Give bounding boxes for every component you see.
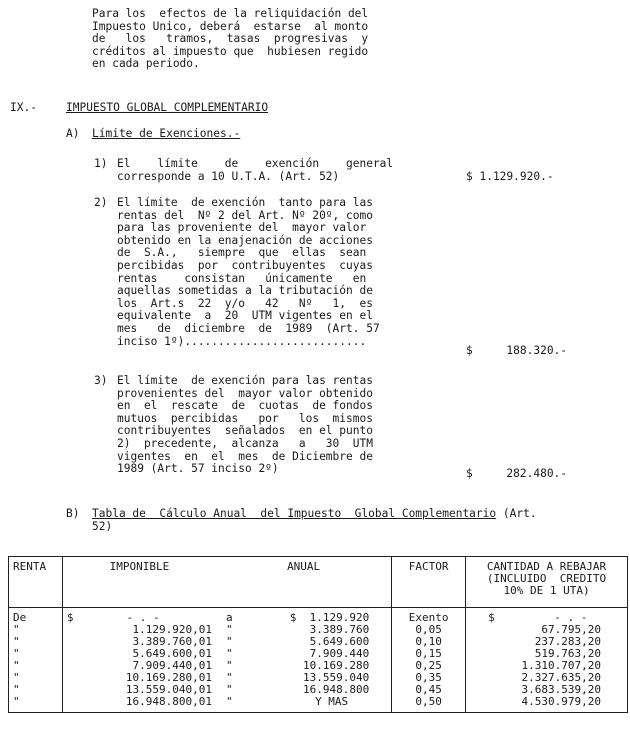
hasta-column bbox=[216, 608, 392, 713]
renta-cell: " bbox=[13, 647, 20, 660]
item-1-text: El límite de exención general corresponde a 10 U.T.A. (Art. 52) bbox=[117, 157, 394, 183]
renta-column bbox=[9, 608, 63, 713]
section-title: IMPUESTO GLOBAL COMPLEMENTARIO bbox=[66, 101, 269, 114]
factor-cell: 0,15 bbox=[415, 647, 442, 660]
desde-cell: 3.389.760,01 bbox=[132, 635, 213, 648]
tax-calculation-table bbox=[8, 556, 628, 713]
subsection-b-title-underlined: Tabla de Cálculo Anual del Impuesto Global Complementario bbox=[92, 507, 497, 520]
cantidad-cell: 1.310.707,20 bbox=[521, 659, 601, 672]
subsection-b-letter: B) bbox=[66, 507, 80, 520]
hasta-cell: 3.389.760 bbox=[309, 623, 370, 636]
header-imponible: IMPONIBLE bbox=[62, 557, 216, 608]
factor-cell: 0,25 bbox=[415, 659, 442, 672]
item-1-amount: $ 1.129.920.- bbox=[466, 170, 554, 183]
desde-cell: 10.169.280,01 bbox=[125, 671, 213, 684]
renta-cell: " bbox=[13, 671, 20, 684]
factor-column bbox=[392, 608, 466, 713]
hasta-cell: $ 1.129.920 bbox=[289, 611, 370, 624]
subsection-b-title bbox=[92, 508, 628, 533]
sep-cell: " bbox=[226, 623, 233, 636]
section-number: IX.- bbox=[10, 101, 37, 114]
hasta-cell: 7.909.440 bbox=[309, 647, 370, 660]
hasta-cell: 16.948.800 bbox=[303, 683, 370, 696]
sep-cell: " bbox=[226, 659, 233, 672]
subsection-a-letter: A) bbox=[66, 127, 80, 140]
item-2-number: 2) bbox=[94, 196, 108, 209]
header-factor: FACTOR bbox=[392, 557, 466, 608]
sep-cell: " bbox=[226, 695, 233, 708]
desde-cell: 13.559.040,01 bbox=[125, 683, 213, 696]
cantidad-cell: 67.795,20 bbox=[541, 623, 601, 636]
item-2-text: El límite de exención tanto para las rentas del Nº 2 del Art. Nº 20º, como para las proveniente del mayor valor obtenido en la enajenación de acciones de S.A., siempre que ellas sean percibidas por contribuyentes cuyas rentas consistan únicamente en aquellas sometidas a la tributación de los Art.s 22 y/o 42 Nº 1, es equivalente a 20 UTM vigentes en el mes de diciembre de 1989 (Art. 57 inciso 1º)........................... bbox=[117, 196, 380, 348]
cantidad-cell: 4.530.979,20 bbox=[521, 695, 601, 708]
desde-cell: 5.649.600,01 bbox=[132, 647, 213, 660]
renta-cell: " bbox=[13, 695, 20, 708]
item-2-amount: $ 188.320.- bbox=[466, 344, 568, 357]
factor-cell: 0,45 bbox=[415, 683, 442, 696]
desde-cell: 1.129.920,01 bbox=[132, 623, 213, 636]
sep-cell: a bbox=[226, 611, 233, 624]
header-cantidad: CANTIDAD A REBAJAR (INCLUIDO CREDITO 10% DE 1 UTA) bbox=[466, 557, 628, 608]
item-3-amount: $ 282.480.- bbox=[466, 467, 568, 480]
factor-cell: 0,50 bbox=[415, 695, 442, 708]
factor-cell: 0,10 bbox=[415, 635, 442, 648]
header-renta: RENTA bbox=[9, 557, 63, 608]
renta-cell: " bbox=[13, 635, 20, 648]
factor-cell: 0,05 bbox=[415, 623, 442, 636]
hasta-cell: 13.559.040 bbox=[303, 671, 370, 684]
hasta-cell: Y MAS bbox=[315, 695, 349, 708]
header-anual: ANUAL bbox=[216, 557, 392, 608]
sep-cell: " bbox=[226, 635, 233, 648]
renta-cell: " bbox=[13, 623, 20, 636]
item-3-number: 3) bbox=[94, 374, 108, 387]
intro-paragraph: Para los efectos de la reliquidación del Impuesto Unico, deberá estarse al monto de los tramos, tasas progresivas y créditos al impuesto que hubiesen regido en cada periodo. bbox=[92, 7, 369, 71]
cantidad-cell: 3.683.539,20 bbox=[521, 683, 601, 696]
cantidad-cell: 519.763,20 bbox=[534, 647, 601, 660]
table-body bbox=[9, 608, 628, 713]
factor-cell: 0,35 bbox=[415, 671, 442, 684]
subsection-b-title-rest: (Art. 52) bbox=[92, 507, 537, 533]
sep-cell: " bbox=[226, 671, 233, 684]
desde-cell: 16.948.800,01 bbox=[125, 695, 213, 708]
item-1-number: 1) bbox=[94, 157, 108, 170]
sep-cell: " bbox=[226, 683, 233, 696]
desde-cell: 7.909.440,01 bbox=[132, 659, 213, 672]
desde-column bbox=[62, 608, 216, 713]
renta-cell: " bbox=[13, 683, 20, 696]
renta-cell: De bbox=[13, 611, 27, 624]
cantidad-cell: $ - . - bbox=[488, 611, 588, 624]
cantidad-column bbox=[466, 608, 628, 713]
hasta-cell: 10.169.280 bbox=[303, 659, 370, 672]
desde-cell: $ - . - bbox=[66, 611, 160, 624]
factor-cell: Exento bbox=[408, 611, 449, 624]
item-3-text: El límite de exención para las rentas provenientes del mayor valor obtenido en el rescate de cuotas de fondos mutuos percibidas por los mismos contribuyentes señalados en el punto 2) precedente, alcanza a 30 UTM vigentes en el mes de Diciembre de 1989 (Art. 57 inciso 2º) bbox=[117, 374, 373, 476]
subsection-a-title: Límite de Exenciones.- bbox=[92, 127, 241, 140]
table-header-row bbox=[9, 557, 628, 608]
sep-cell: " bbox=[226, 647, 233, 660]
cantidad-cell: 237.283,20 bbox=[534, 635, 601, 648]
cantidad-cell: 2.327.635,20 bbox=[521, 671, 601, 684]
hasta-cell: 5.649.600 bbox=[309, 635, 370, 648]
renta-cell: " bbox=[13, 659, 20, 672]
